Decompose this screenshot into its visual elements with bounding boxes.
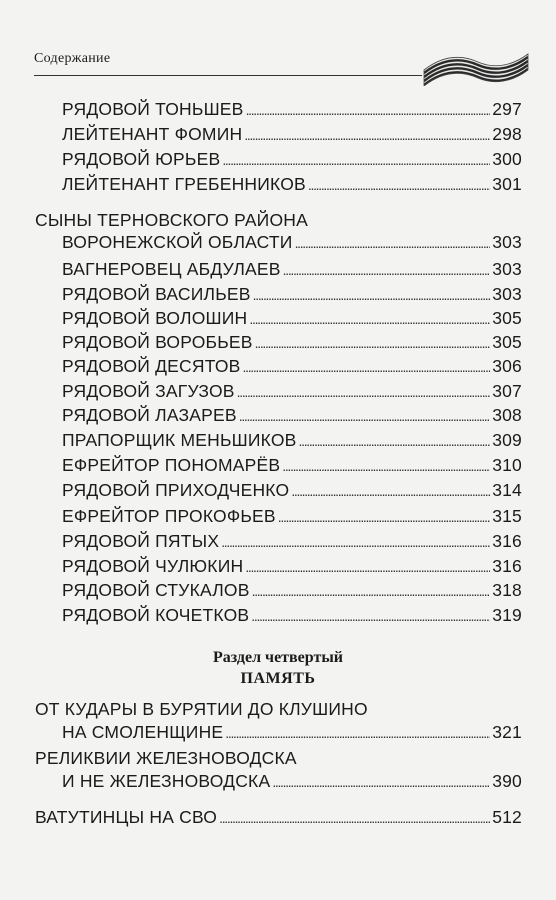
toc-entry-page: 316 [492,531,522,551]
section-label: Раздел четвертый [212,649,344,666]
toc-entry-title: РЯДОВОЙ ЗАГУЗОВ [62,381,235,401]
leader-dots [278,505,490,528]
toc-entry[interactable] [62,479,522,502]
toc-entry-title: ВАТУТИНЦЫ НА СВО [35,807,218,827]
toc-entry-title: РЯДОВОЙ ВОЛОШИН [62,308,248,328]
toc-entry[interactable] [62,579,522,602]
leader-dots [295,231,491,254]
leader-dots [282,454,490,477]
toc-entry[interactable] [62,454,522,477]
toc-entry-title: РЯДОВОЙ ПРИХОДЧЕНКО [62,480,290,500]
toc-entry-page: 301 [492,174,522,194]
toc-chapter-title-line2: И НЕ ЖЕЛЕЗНОВОДСКА [62,771,271,791]
toc-entry-title: РЯДОВОЙ ЛАЗАРЕВ [62,405,237,425]
toc-chapter-title-line2: ВОРОНЕЖСКОЙ ОБЛАСТИ [62,232,293,252]
leader-dots [299,429,491,452]
toc-entry-page: 316 [492,556,522,576]
toc-entry[interactable] [62,404,522,427]
toc-entry-page: 308 [492,405,522,425]
toc-entry[interactable] [62,173,522,196]
leader-dots [225,721,490,744]
toc-entry[interactable] [62,721,522,744]
toc-entry-page: 303 [492,284,522,304]
toc-entry-page: 315 [492,506,522,526]
toc-entry[interactable] [62,604,522,627]
toc-entry-page: 303 [492,232,522,252]
toc-entry-page: 390 [492,771,522,791]
toc-entry[interactable] [62,231,522,254]
toc-entry-page: 314 [492,480,522,500]
leader-dots [252,579,491,602]
toc-entry-page: 298 [492,124,522,144]
toc-entry-page: 297 [492,99,522,119]
toc-entry[interactable] [62,770,522,793]
leader-dots [244,123,490,146]
leader-dots [222,148,490,171]
leader-dots [239,404,490,427]
toc-entry-page: 309 [492,430,522,450]
toc-entry[interactable] [62,283,522,306]
toc-entry-page: 512 [492,807,522,827]
toc-entry-title: РЯДОВОЙ КОЧЕТКОВ [62,605,250,625]
leader-dots [221,530,490,553]
toc-entry-page: 305 [492,308,522,328]
toc-entry-page: 305 [492,332,522,352]
toc-entry-page: 321 [492,722,522,742]
toc-entry-title: ЛЕЙТЕНАНТ ФОМИН [62,124,243,144]
toc-entry-title: РЯДОВОЙ ЧУЛЮКИН [62,556,244,576]
toc-entry-page: 318 [492,580,522,600]
toc-entry-title: РЯДОВОЙ СТУКАЛОВ [62,580,250,600]
leader-dots [249,307,490,330]
toc-entry-title: РЯДОВОЙ ВОРОБЬЕВ [62,332,253,352]
toc-entry-page: 300 [492,149,522,169]
leader-dots [237,380,491,403]
toc-entry[interactable] [62,258,522,281]
toc-entry[interactable] [62,307,522,330]
toc-chapter-title-line2: НА СМОЛЕНЩИНЕ [62,722,224,742]
section-title: ПАМЯТЬ [240,670,316,687]
toc-entry[interactable] [62,98,522,121]
toc-entry-page: 306 [492,356,522,376]
toc-entry-title: РЯДОВОЙ ПЯТЫХ [62,531,220,551]
toc-chapter-title-line1[interactable]: РЕЛИКВИИ ЖЕЛЕЗНОВОДСКА [35,748,297,768]
toc-entry-title: ЛЕЙТЕНАНТ ГРЕБЕННИКОВ [62,174,306,194]
leader-dots [246,98,491,121]
toc-chapter-title-line1[interactable]: СЫНЫ ТЕРНОВСКОГО РАЙОНА [35,210,308,230]
leader-dots [243,355,491,378]
toc-entry-title: РЯДОВОЙ ДЕСЯТОВ [62,356,241,376]
leader-dots [251,604,490,627]
toc-entry[interactable] [62,148,522,171]
toc-entry[interactable] [62,355,522,378]
toc-entry-title: РЯДОВОЙ ВАСИЛЬЕВ [62,284,251,304]
toc-entry-title: ЕФРЕЙТОР ПРОКОФЬЕВ [62,506,276,526]
toc-entry[interactable] [62,380,522,403]
leader-dots [272,770,490,793]
leader-dots [255,331,491,354]
running-title: Содержание [34,51,111,66]
toc-entry-title: ВАГНЕРОВЕЦ АБДУЛАЕВ [62,259,281,279]
toc-entry[interactable] [62,429,522,452]
toc-entry-page: 310 [492,455,522,475]
leader-dots [291,479,490,502]
toc-entry[interactable] [62,505,522,528]
toc-entry-page: 307 [492,381,522,401]
toc-entry-title: РЯДОВОЙ ТОНЬШЕВ [62,99,244,119]
toc-entry-title: ПРАПОРЩИК МЕНЬШИКОВ [62,430,297,450]
toc-entry-page: 303 [492,259,522,279]
toc-entry[interactable] [62,555,522,578]
toc-entry[interactable] [62,530,522,553]
toc-entry-title: РЯДОВОЙ ЮРЬЕВ [62,149,221,169]
leader-dots [283,258,491,281]
leader-dots [245,555,490,578]
toc-chapter-title-line1[interactable]: ОТ КУДАРЫ В БУРЯТИИ ДО КЛУШИНО [35,699,368,719]
toc-entry-page: 319 [492,605,522,625]
leader-dots [219,806,490,829]
toc-entry[interactable] [62,123,522,146]
leader-dots [308,173,490,196]
toc-entry[interactable] [35,806,522,829]
leader-dots [253,283,491,306]
toc-entry[interactable] [62,331,522,354]
toc-entry-title: ЕФРЕЙТОР ПОНОМАРЁВ [62,455,281,475]
